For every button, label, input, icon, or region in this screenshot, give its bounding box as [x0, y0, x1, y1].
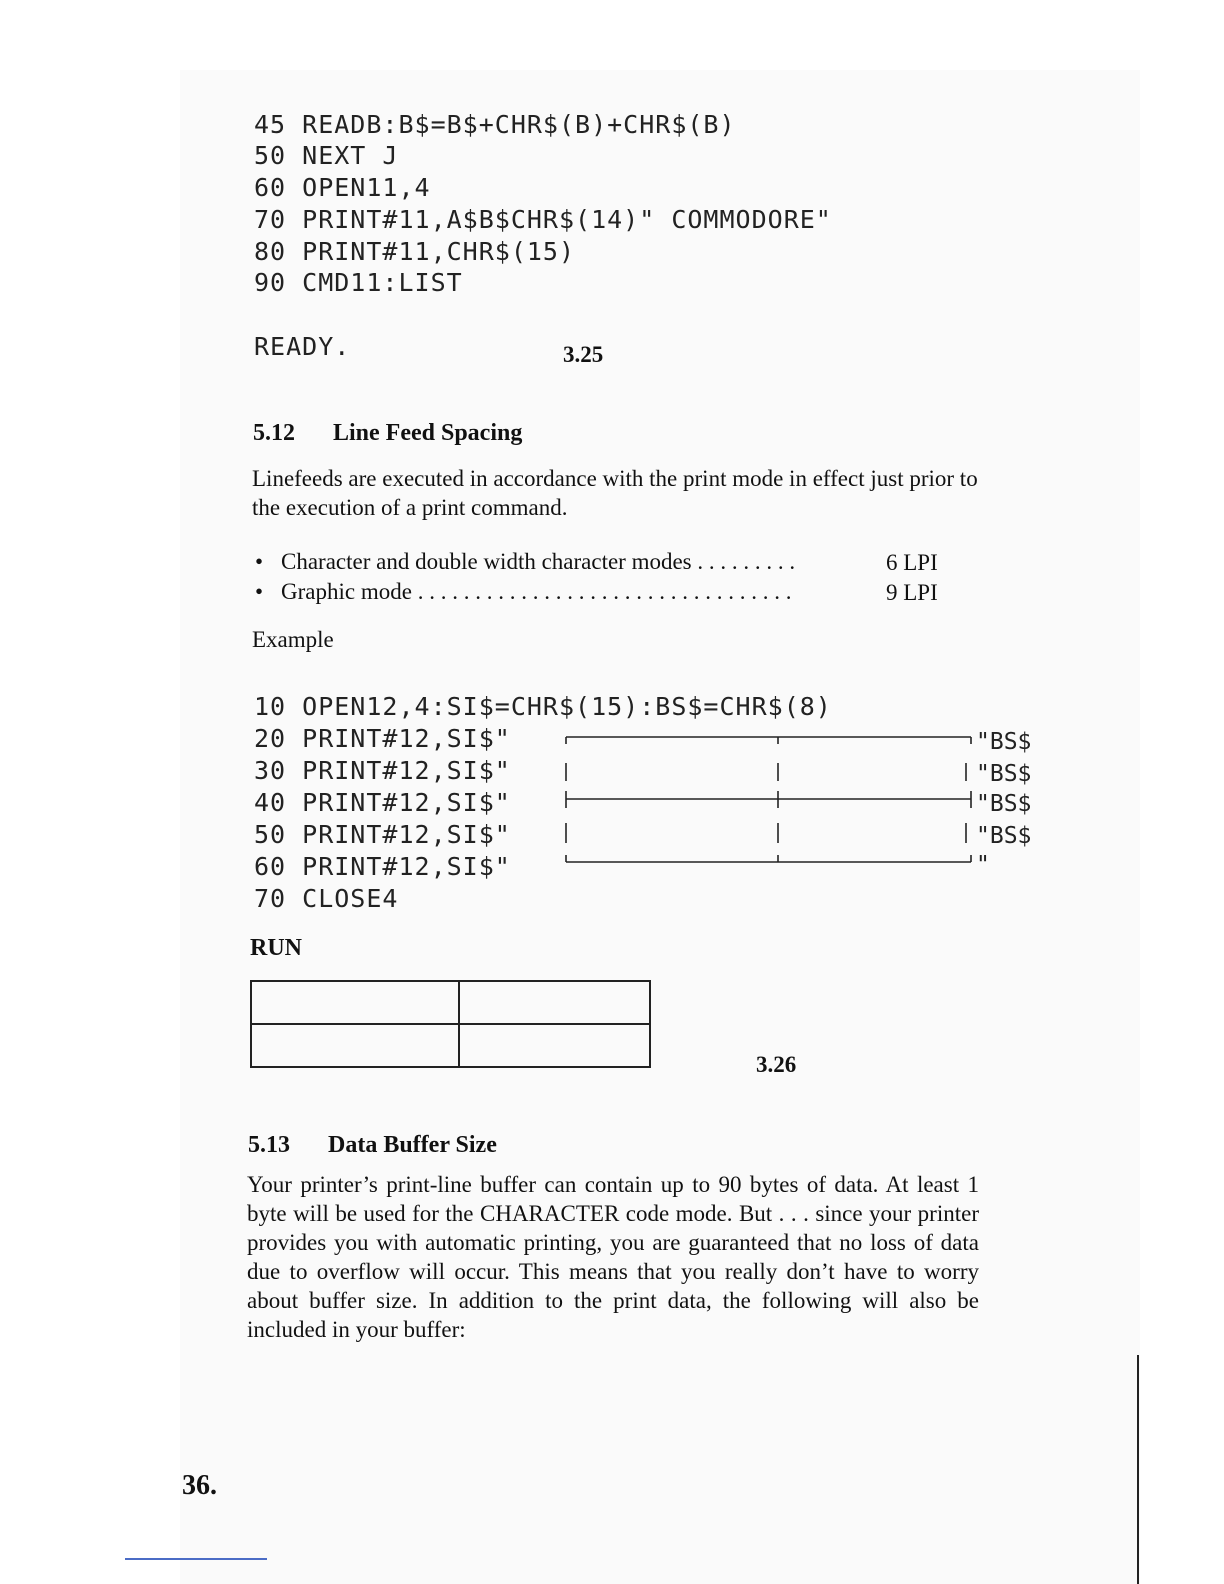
code-line-end: "BS$ [976, 791, 1032, 817]
code-line: 80 PRINT#11,CHR$(15) [254, 237, 576, 266]
paragraph-buffer-size: Your printer’s print-line buffer can contain up to 90 bytes of data. At least 1 byte will be used for the CHARACTER code mode. But . . . since your printer provides you with automatic printing, you are guaranteed that no loss of data due to overflow will occur. This means that you really don’t have to worry about buffer size. In addition to the print data, the following will also be included in your buffer: [247, 1172, 979, 1342]
code-line: 30 PRINT#12,SI$" [254, 756, 511, 785]
bullet-dot: • [255, 549, 264, 574]
code-line-end: "BS$ [976, 729, 1032, 755]
section-heading-5-13 [248, 1132, 497, 1159]
bullet-text: Character and double width character modes [281, 549, 692, 574]
bullet-item [255, 579, 791, 605]
figure-label-3-26: 3.26 [756, 1052, 797, 1077]
code-listing-2 [254, 692, 832, 924]
bullet-dot: • [255, 579, 264, 604]
section-number: 5.13 [248, 1132, 290, 1158]
code-line: 20 PRINT#12,SI$" [254, 724, 511, 753]
bottom-rule [125, 1558, 267, 1560]
code-line: 60 OPEN11,4 [254, 173, 431, 202]
code-line: 90 CMD11:LIST [254, 268, 463, 297]
bullet-item [255, 549, 795, 575]
code-line: 10 OPEN12,4:SI$=CHR$(15):BS$=CHR$(8) [254, 692, 832, 721]
code-line-end: "BS$ [976, 761, 1032, 787]
section-number: 5.12 [253, 420, 295, 446]
code-line: 40 PRINT#12,SI$" [254, 788, 511, 817]
code-line: 70 PRINT#11,A$B$CHR$(14)" COMMODORE" [254, 205, 832, 234]
code-line: 70 CLOSE4 [254, 884, 399, 913]
paragraph-linefeed-intro: Linefeeds are executed in accordance with the print mode in effect just prior to the execution of a print command. [252, 466, 978, 520]
section-heading-5-12 [253, 420, 522, 447]
code-line: 45 READB:B$=B$+CHR$(B)+CHR$(B) [254, 110, 736, 139]
code-ready: READY. [254, 332, 351, 361]
code-line: 50 NEXT J [254, 141, 399, 170]
code-line-end: "BS$ [976, 823, 1032, 849]
page-number: 36. [182, 1470, 217, 1501]
run-label: RUN [250, 935, 302, 961]
bullet-text: Graphic mode [281, 579, 412, 604]
bullet-leader: . . . . . . . . . . . . . . . . . . . . . . . . . . . . . . . . . [411, 579, 792, 604]
example-label: Example [252, 627, 334, 652]
bullet-value: 6 LPI [886, 550, 938, 575]
right-edge-rule [1137, 1355, 1139, 1584]
section-title: Data Buffer Size [328, 1132, 497, 1158]
code-line: 50 PRINT#12,SI$" [254, 820, 511, 849]
figure-label-3-25: 3.25 [563, 342, 604, 367]
section-title: Line Feed Spacing [333, 420, 523, 446]
code-line-end: " [976, 852, 990, 878]
code-line: 60 PRINT#12,SI$" [254, 852, 511, 881]
bullet-leader: . . . . . . . . . [691, 549, 796, 574]
bullet-value: 9 LPI [886, 580, 938, 605]
